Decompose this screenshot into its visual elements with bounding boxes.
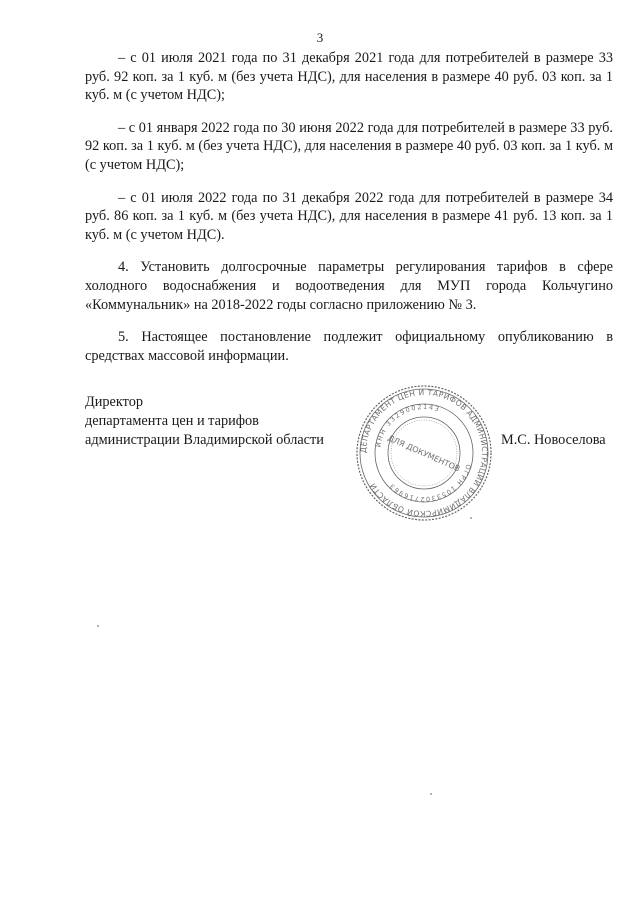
signer-position-line: департамента цен и тарифов bbox=[85, 413, 259, 429]
stamp-center-text: ДЛЯ ДОКУМЕНТОВ bbox=[386, 433, 462, 474]
document-body bbox=[85, 49, 613, 379]
scan-speck bbox=[470, 517, 472, 519]
signature-block bbox=[85, 393, 324, 450]
tariff-period-paragraph: – с 01 июля 2022 года по 31 декабря 2022 года для потребителей в размере 34 руб. 86 коп. за 1 куб. м (без учета НДС), для населения в размере 41 руб. 13 коп. за 1 куб. м (с учетом НДС). bbox=[85, 189, 613, 243]
signer-name: М.С. Новоселова bbox=[501, 432, 606, 448]
official-stamp bbox=[354, 383, 494, 523]
stamp-seal-icon bbox=[354, 383, 494, 523]
stamp-inn-text: ИНН 3329002143 bbox=[374, 402, 442, 448]
stamp-ogrn-text: ОГРН 1053302716963 bbox=[387, 463, 473, 504]
signer-position-line: администрации Владимирской области bbox=[85, 432, 324, 448]
scan-speck bbox=[430, 793, 432, 795]
scan-speck bbox=[97, 625, 99, 627]
stamp-outer-text: ДЕПАРТАМЕНТ ЦЕН И ТАРИФОВ АДМИНИСТРАЦИИ ВЛАДИМИРСКОЙ ОБЛАСТИ bbox=[358, 387, 490, 519]
clause-5-paragraph: 5. Настоящее постановление подлежит официальному опубликованию в средствах массовой информации. bbox=[85, 329, 613, 364]
page-number: 3 bbox=[316, 30, 324, 45]
tariff-period-paragraph: – с 01 января 2022 года по 30 июня 2022 года для потребителей в размере 33 руб. 92 коп. за 1 куб. м (без учета НДС), для населения в размере 40 руб. 03 коп. за 1 куб. м (с учетом НДС); bbox=[85, 119, 613, 173]
signer-position-line: Директор bbox=[85, 394, 144, 410]
clause-4-paragraph: 4. Установить долгосрочные параметры регулирования тарифов в сфере холодного водоснабжения и водоотведения для МУП города Кольчугино «Коммунальник» на 2018-2022 годы согласно приложению № 3. bbox=[85, 259, 613, 313]
tariff-period-paragraph: – с 01 июля 2021 года по 31 декабря 2021 года для потребителей в размере 33 руб. 92 коп. за 1 куб. м (без учета НДС), для населения в размере 40 руб. 03 коп. за 1 куб. м (с учетом НДС); bbox=[85, 50, 613, 104]
